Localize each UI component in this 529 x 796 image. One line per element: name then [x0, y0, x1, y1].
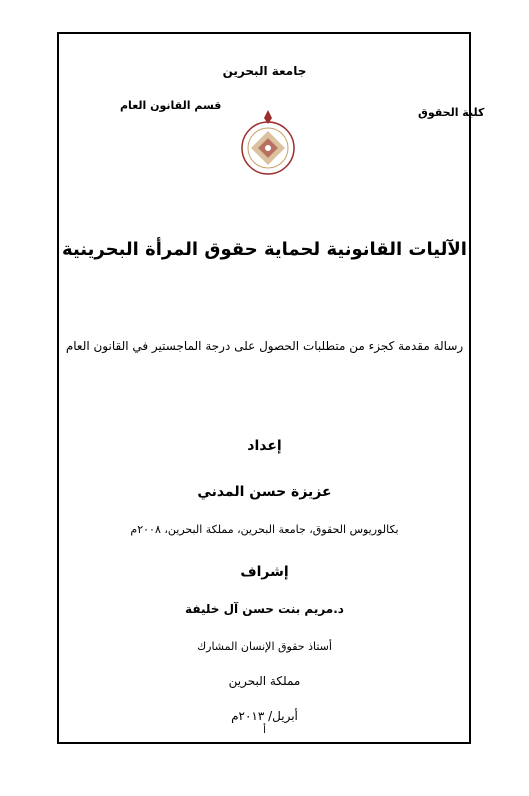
author-name: عزيزة حسن المدني	[197, 484, 332, 500]
supervisor-position: أستاذ حقوق الإنسان المشارك	[197, 640, 332, 653]
department-name: قسم القانون العام	[120, 99, 222, 112]
college-name: كلية الحقوق	[418, 106, 485, 119]
author-qualification: بكالوريوس الحقوق، جامعة البحرين، مملكة البحرين، ٢٠٠٨م	[130, 523, 399, 536]
thesis-title: الآليات القانونية لحماية حقوق المرأة البحرينية	[62, 239, 467, 260]
supervisor-name: د.مريم بنت حسن آل خليفة	[185, 602, 344, 616]
country: مملكة البحرين	[228, 674, 301, 688]
thesis-subtitle: رسالة مقدمة كجزء من متطلبات الحصول على درجة الماجستير في القانون العام	[65, 339, 464, 353]
date: أبريل/ ٢٠١٣م	[231, 709, 298, 723]
page-number: أ	[263, 725, 266, 736]
university-of-bahrain-seal-icon	[239, 104, 297, 184]
supervision-heading: إشراف	[240, 564, 289, 580]
university-name: جامعة البحرين	[222, 64, 307, 78]
author-heading: إعداد	[247, 438, 282, 454]
